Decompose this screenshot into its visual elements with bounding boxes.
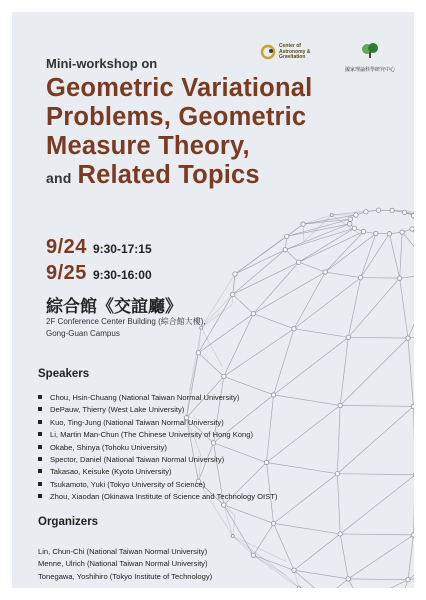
network-node xyxy=(358,275,362,279)
date-row-1 xyxy=(46,236,152,259)
network-node xyxy=(285,234,289,238)
bullet xyxy=(38,494,42,498)
network-node xyxy=(301,222,305,226)
network-edge xyxy=(299,262,325,272)
bullet xyxy=(38,420,42,424)
network-node xyxy=(402,210,406,214)
network-edge xyxy=(274,329,294,395)
network-edge xyxy=(340,337,348,405)
network-edge xyxy=(337,405,340,473)
time: 9:30-16:00 xyxy=(92,268,152,282)
network-edge xyxy=(233,294,254,313)
network-node xyxy=(233,272,237,276)
network-edge xyxy=(348,535,413,579)
network-node xyxy=(354,213,358,217)
speaker-name: Zhou, Xiaodan (Okinawa Institute of Science and Technology OIST) xyxy=(50,492,278,502)
network-edge xyxy=(274,523,294,570)
bullet xyxy=(38,482,42,486)
network-edge xyxy=(402,232,414,273)
network-edge xyxy=(361,234,376,278)
logos xyxy=(260,42,410,72)
bullet xyxy=(38,395,42,399)
network-node xyxy=(283,247,287,251)
network-edge xyxy=(348,278,360,338)
network-edge xyxy=(274,523,341,534)
date: 9/25 xyxy=(46,262,87,284)
network-edge xyxy=(325,272,360,278)
speakers-heading: Speakers xyxy=(38,368,90,380)
network-edge xyxy=(233,262,299,294)
network-node xyxy=(251,553,255,557)
bullet xyxy=(38,469,42,473)
title-line-4 xyxy=(46,161,414,193)
network-node xyxy=(335,471,339,475)
network-node xyxy=(251,311,255,315)
speaker-name: Okabe, Shinya (Tohoku University) xyxy=(50,442,167,452)
speaker-name: Li, Martin Man-Chun (The Chinese University of Hong Kong) xyxy=(50,430,254,440)
speaker-name: DePauw, Thierry (West Lake University) xyxy=(50,405,185,415)
network-edge xyxy=(348,278,399,337)
title-line-1: Geometric Variational xyxy=(46,74,313,102)
network-node xyxy=(323,270,327,274)
network-node xyxy=(374,231,378,235)
speaker-item xyxy=(38,491,277,503)
organizer-name: Tonegawa, Yoshihiro (Tokyo Institute of Technology) xyxy=(38,571,213,581)
network-edge xyxy=(340,534,413,535)
network-edge xyxy=(224,314,254,377)
organizer-name: Menne, Ulrich (National Taiwan Normal University) xyxy=(38,559,208,569)
network-edge xyxy=(253,272,325,314)
network-edge xyxy=(337,406,413,473)
network-node xyxy=(400,230,404,234)
network-node xyxy=(338,403,342,407)
network-edge xyxy=(285,250,299,263)
speaker-item xyxy=(38,404,277,416)
ncts-logo-text: 國家理論科學研究中心 xyxy=(344,67,395,73)
network-edge xyxy=(224,329,294,377)
network-edge xyxy=(235,250,285,274)
network-node xyxy=(292,327,296,331)
bullet xyxy=(38,407,42,411)
network-edge xyxy=(412,229,414,274)
network-edge xyxy=(325,579,348,588)
network-node xyxy=(338,532,342,536)
network-edge xyxy=(266,405,340,462)
speaker-name: Tsukamoto, Yuki (Tokyo University of Science) xyxy=(50,479,206,489)
network-edge xyxy=(274,474,338,524)
speaker-item xyxy=(38,479,277,491)
date: 9/24 xyxy=(46,236,87,258)
network-edge xyxy=(408,338,413,406)
ncts-logo xyxy=(335,42,405,76)
network-edge xyxy=(400,278,408,338)
network-node xyxy=(376,208,380,212)
network-edge xyxy=(340,534,348,579)
network-edge xyxy=(389,234,399,278)
network-edge xyxy=(253,314,294,329)
speaker-item xyxy=(38,454,277,466)
speaker-item xyxy=(38,429,277,441)
network-node xyxy=(361,229,365,233)
speaker-name: Chou, Hsin-Chuang (National Taiwan Normal University) xyxy=(50,393,240,402)
organizers-heading: Organizers xyxy=(38,516,99,528)
network-edge xyxy=(340,405,413,406)
network-edge xyxy=(274,395,341,406)
network-edge xyxy=(361,234,390,278)
network-edge xyxy=(337,474,414,475)
organizer-name: Lin, Chun-Chi (National Taiwan Normal University) xyxy=(38,547,208,556)
network-edge xyxy=(294,278,361,329)
network-edge xyxy=(413,406,414,474)
network-node xyxy=(196,351,200,355)
network-edge xyxy=(408,274,414,339)
cag-logo-text: Center of Astronomy & Gravitation xyxy=(279,43,311,60)
kicker: Mini-workshop on xyxy=(46,56,158,71)
network-node xyxy=(230,292,234,296)
network-node xyxy=(222,374,226,378)
bullet xyxy=(38,457,42,461)
cag-logo xyxy=(260,44,321,61)
speakers-list xyxy=(38,392,277,504)
title-and: and xyxy=(46,170,72,186)
ncts-logo-icon xyxy=(360,42,380,58)
network-edge xyxy=(233,536,254,555)
network-node xyxy=(297,586,300,588)
address-line-2: Gong-Guan Campus xyxy=(46,329,120,338)
network-edge xyxy=(348,337,408,338)
network-node xyxy=(413,473,414,477)
network-edge xyxy=(233,536,286,575)
poster xyxy=(12,12,414,588)
speaker-item xyxy=(38,417,277,429)
network-edge xyxy=(285,228,354,249)
network-edge xyxy=(294,534,340,570)
network-edge xyxy=(340,338,408,405)
organizers-list xyxy=(38,546,212,583)
network-node xyxy=(397,276,401,280)
network-edge xyxy=(361,580,408,588)
network-node xyxy=(406,577,410,581)
network-node xyxy=(410,227,414,231)
venue-address xyxy=(46,316,206,340)
network-edge xyxy=(400,232,402,278)
network-node xyxy=(231,534,234,537)
network-node xyxy=(352,226,356,230)
speaker-item xyxy=(38,442,277,454)
network-edge xyxy=(294,329,348,338)
cag-logo-icon xyxy=(260,44,276,60)
network-node xyxy=(364,210,368,214)
date-row-2 xyxy=(46,262,152,285)
address-line-1: 2F Conference Center Building (綜合館大樓), xyxy=(46,317,206,326)
network-node xyxy=(346,335,350,339)
network-edge xyxy=(253,262,298,313)
network-edge xyxy=(224,505,254,555)
network-node xyxy=(346,577,350,581)
network-edge xyxy=(348,579,408,580)
network-edge xyxy=(287,224,350,236)
time: 9:30-17:15 xyxy=(92,242,152,256)
bullet xyxy=(38,445,42,449)
network-node xyxy=(411,214,414,218)
network-edge xyxy=(274,337,349,395)
speaker-name: Kuo, Ting-Jung (National Taiwan Normal University) xyxy=(50,417,224,427)
network-edge xyxy=(413,331,414,406)
network-edge xyxy=(224,505,274,523)
network-edge xyxy=(325,232,363,272)
network-edge xyxy=(198,353,223,377)
network-node xyxy=(406,336,410,340)
speaker-item xyxy=(38,466,277,478)
network-node xyxy=(348,217,352,221)
bullet xyxy=(38,432,42,436)
network-node xyxy=(387,232,391,236)
venue-name: 綜合館《交誼廳》 xyxy=(46,297,182,316)
network-edge xyxy=(413,475,414,535)
network-node xyxy=(297,260,301,264)
network-node xyxy=(292,568,296,572)
network-node xyxy=(330,214,333,217)
network-edge xyxy=(340,475,414,534)
network-edge xyxy=(233,516,235,536)
network-edge xyxy=(299,232,364,263)
speaker-name: Takasao, Keisuke (Kyoto University) xyxy=(50,467,172,477)
network-node xyxy=(390,208,394,212)
network-edge xyxy=(294,272,325,329)
title-line-3: Measure Theory, xyxy=(46,132,250,160)
workshop-title xyxy=(46,74,414,193)
speaker-name: Spector, Daniel (National Taiwan Normal University) xyxy=(50,455,225,465)
network-node xyxy=(271,521,275,525)
network-node xyxy=(347,222,351,226)
title-last: Related Topics xyxy=(77,161,260,189)
title-line-2: Problems, Geometric xyxy=(46,103,307,131)
network-edge xyxy=(361,278,400,279)
speaker-item xyxy=(38,392,277,404)
network-edge xyxy=(337,474,340,534)
network-edge xyxy=(408,535,413,580)
network-node xyxy=(411,404,414,408)
network-node xyxy=(411,533,414,537)
